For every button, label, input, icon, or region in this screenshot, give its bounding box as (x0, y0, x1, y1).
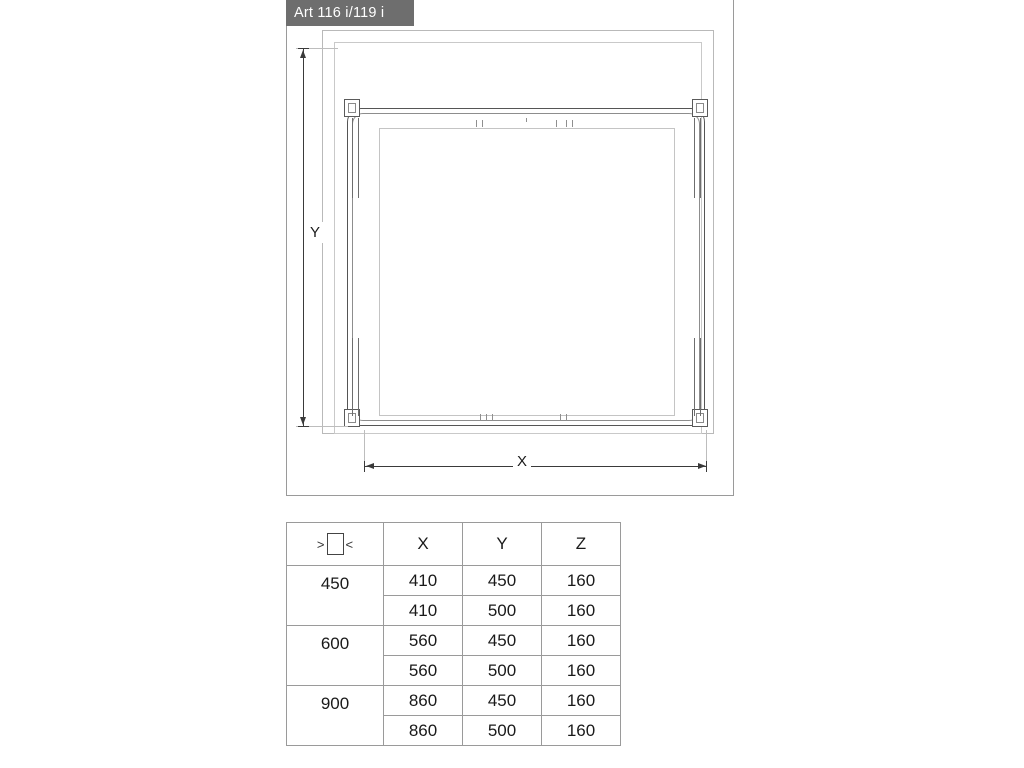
detail-tick (566, 120, 567, 127)
cell-x: 560 (384, 656, 463, 686)
table-row (287, 596, 621, 626)
cell-cabinet-width-spacer (287, 596, 384, 626)
bracket-top-left-icon (344, 99, 360, 117)
rail-left-lower (352, 338, 359, 416)
table-row (287, 656, 621, 686)
table-header-row (287, 523, 621, 566)
drawing-title-tab: Art 116 i/119 i (286, 0, 414, 26)
cell-cabinet-width: 900 (287, 686, 384, 716)
dimension-cap-x-left (364, 461, 365, 472)
cell-x: 410 (384, 596, 463, 626)
cell-y: 500 (463, 716, 542, 746)
dimension-line-x (364, 466, 706, 467)
dimension-arrow-down-icon (300, 417, 306, 425)
cell-x: 560 (384, 626, 463, 656)
dimension-label-y: Y (307, 222, 323, 243)
detail-tick (556, 120, 557, 127)
header-cell-z: Z (542, 523, 621, 566)
rail-right-upper (694, 118, 701, 198)
detail-tick (572, 120, 573, 127)
table-row (287, 686, 621, 716)
dimension-cap-y-bottom (298, 426, 309, 427)
cell-z: 160 (542, 716, 621, 746)
detail-tick (482, 120, 483, 127)
dimension-cap-y-top (298, 48, 309, 49)
detail-tick (566, 414, 567, 421)
detail-tick (560, 414, 561, 421)
detail-tick (480, 414, 481, 421)
rail-right-lower (694, 338, 701, 416)
cell-y: 450 (463, 626, 542, 656)
bracket-top-right-icon (692, 99, 708, 117)
dimension-label-x: X (513, 451, 531, 472)
header-cell-y: Y (463, 523, 542, 566)
table-row (287, 566, 621, 596)
detail-tick (486, 414, 487, 421)
cell-x: 410 (384, 566, 463, 596)
cell-y: 450 (463, 566, 542, 596)
cell-y: 500 (463, 596, 542, 626)
cell-z: 160 (542, 626, 621, 656)
cell-cabinet-width: 600 (287, 626, 384, 656)
cell-x: 860 (384, 716, 463, 746)
cell-z: 160 (542, 596, 621, 626)
specification-table (286, 522, 621, 746)
cell-y: 450 (463, 686, 542, 716)
dimension-arrow-right-icon (698, 463, 706, 469)
cell-cabinet-width: 450 (287, 566, 384, 596)
table-row (287, 716, 621, 746)
cell-z: 160 (542, 566, 621, 596)
dimension-arrow-left-icon (366, 463, 374, 469)
dimension-arrow-up-icon (300, 50, 306, 58)
header-cell-width (287, 523, 384, 566)
cell-z: 160 (542, 656, 621, 686)
cell-cabinet-width-spacer (287, 656, 384, 686)
dimension-cap-x-right (706, 461, 707, 472)
detail-tick (492, 414, 493, 421)
header-cell-x: X (384, 523, 463, 566)
basket-mesh-panel (379, 128, 675, 416)
cell-x: 860 (384, 686, 463, 716)
cell-z: 160 (542, 686, 621, 716)
dimension-line-y (303, 48, 304, 426)
rail-left-upper (352, 118, 359, 198)
cell-y: 500 (463, 656, 542, 686)
cabinet-width-icon: > < (317, 533, 353, 555)
table-row (287, 626, 621, 656)
detail-tick (526, 118, 527, 122)
detail-tick (476, 120, 477, 127)
cell-cabinet-width-spacer (287, 716, 384, 746)
